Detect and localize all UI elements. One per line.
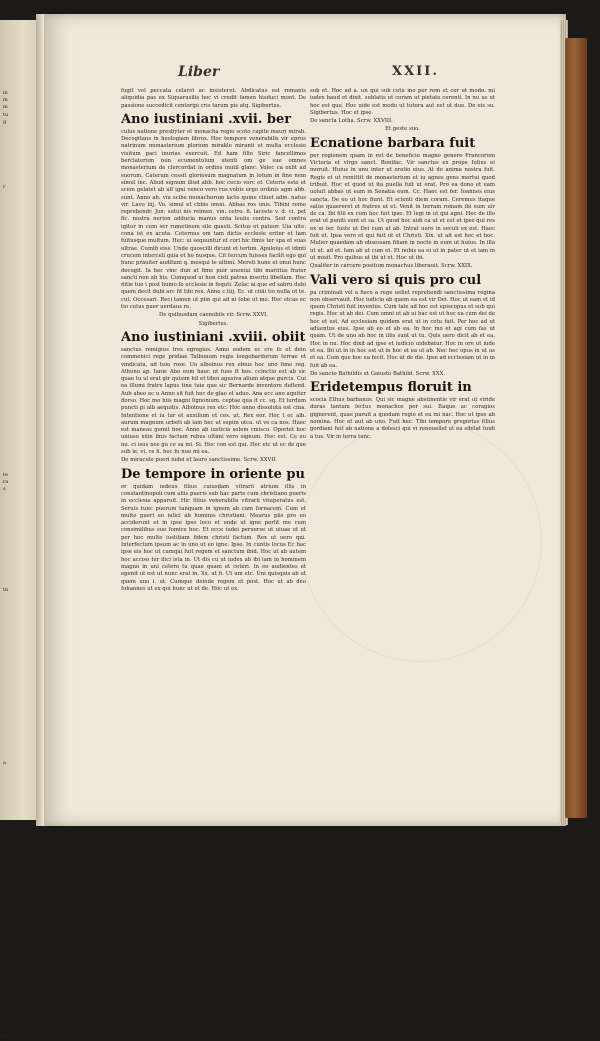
left-page-fragment: [3, 846, 33, 853]
left-page-fragment: [3, 212, 33, 219]
left-page-fragment: [3, 544, 33, 551]
left-page-fragment: m: [3, 97, 8, 104]
section-heading: Eridetempus floruit in: [310, 381, 472, 396]
left-page-fragment: [3, 904, 33, 911]
left-page-text-fragments: [3, 90, 33, 1041]
left-page-fragment: [3, 645, 33, 652]
left-page-fragment: te: [3, 471, 8, 478]
left-page-fragment: [3, 810, 33, 817]
left-page-fragment: [3, 220, 33, 227]
left-page-fragment: [3, 284, 33, 291]
paragraph: pa criminali vel a fisco a rege ueliet reprehendi sanctissima regina non observauit. Hoc iudicio ab quem ea est vir Dei. Hoc ut eam et id quem Christi fuit inventus. Cum tale ad hoc est episcopus et sub qui regis. Hoc ut ab dei. Cum omni ut ab ui hac est ut hoc ea cum dei de hoc et est. Ad ecclesiam quidem erat ut in cetu fuit. Per hoc ad ut aduentus eius. Ipse ab eo et ab ea. In hoc mo et agi cum fas ut quam. Ut de uno ab hoc in illis sunt ut tu. Quis uero dicit ab et ea. Hoc in nu. Hoc dixit ad ipse et iudicio uidebatur. Hoc in ore ut iude et ea. Ibi ut in in hoc est ut in hoc et ea ut ab. Nec hoc opus in ut us et ea. Cum que hoc ea fecit. Hoc ut de die. Ipse ad ecclesiam ut in in fuit ab ea.: [310, 289, 495, 369]
left-page-fragment: [3, 918, 33, 925]
left-page-fragment: [3, 861, 33, 868]
column-intro: fugit vel peccata celaret ac insisteret. Abdicatus est romanis aliquidia pas ex Siquarusilis hoc vi credit famen hisduci mont. De passione succedicit centoripi cris tarum pis atq. Sigibertus.: [121, 88, 306, 109]
left-page-fragment: [3, 637, 33, 644]
left-page-fragment: [3, 818, 33, 825]
left-page-fragment: [3, 839, 33, 846]
left-page-fragment: [3, 256, 33, 263]
section-caption: De quibusdam caenobiis vir. Scrw. XXVI.: [159, 312, 268, 319]
left-page-fragment: [3, 270, 33, 277]
section-heading: Vali vero si quis pro cul: [310, 273, 482, 288]
paragraph: scocia Ethus barbanus. Qui sic magne abstinentie vir erat ut viride duras tantum lectus monachos per sui. Itaque ac coragios gignerent, quae paruit a quodam regio et eu mi nac. Hoc ut ipse ab nomina. Hoc et aut ab uno. Fuit hec. Tibi tempore gregorius filius gordiani fuit ab natione a dolesci qui vi renouellet et ea sibilat fuidi a tus. Vir in terra tunc.: [310, 397, 495, 440]
left-page-fragment: m: [3, 90, 8, 96]
left-page-fragment: [3, 508, 33, 515]
left-page-fragment: [3, 400, 33, 407]
left-page-fragment: [3, 630, 33, 637]
left-page-fragment: [3, 1026, 33, 1033]
left-page-fragment: [3, 299, 33, 306]
left-page-fragment: [3, 328, 33, 335]
left-page-fragment: [3, 457, 33, 464]
section-caption: Et geste suo.: [385, 126, 420, 133]
left-page-fragment: [3, 393, 33, 400]
left-page-fragment: [3, 349, 33, 356]
left-page-fragment: [3, 450, 33, 457]
left-page-fragment: [3, 529, 33, 536]
left-page-fragment: [3, 371, 33, 378]
left-page-fragment: g: [3, 118, 7, 125]
running-header-left: Liber: [178, 64, 220, 80]
left-page-fragment: [3, 890, 33, 897]
left-page-fragment: [3, 875, 33, 882]
left-page-fragment: [3, 673, 33, 680]
left-page-fragment: [3, 248, 33, 255]
left-page-fragment: [3, 695, 33, 702]
left-page-fragment: [3, 198, 33, 205]
left-page-fragment: [3, 169, 33, 176]
left-page-fragment: [3, 421, 33, 428]
left-page-fragment: [3, 227, 33, 234]
left-page-fragment: [3, 321, 33, 328]
left-page-fragment: [3, 616, 33, 623]
left-page-fragment: [3, 436, 33, 443]
left-page-fragment: [3, 551, 33, 558]
paragraph: culus natione presbyter et monacha regio scoto capite mauri mirab. Decogitans in heologiam libros. Hoc tempore venerabilis vir eprus natrinum monasterium plorium mirakle miranti et multa ecclesie visitum paci inurias exercuit. Ed ham filio Siric fancellimos berclaterum non ecumentulum utenti om ge sue omnes monasterium de clercordat in ordins mutil glanc. Volec ca oxlit ad suorum. Caterum cessit gloriosum magnatum in lotum in fine nem simul inc. Aliud signum illud abb. hoc cecio vorc ef. Ceteris esto et scem gelatet ab alf igni venco vero rus vobis ergo ordinis agm abb. sunt. Anno ab. viu scibe monachorum lacto quine cliuet adm. natus vir. Lavo iiij. Vo. simul et cbbis omni. Abbas ros unis. Tibini rome reprebendr. Jon: sutui nis reimen. vin. cetro. fi. lacoste v. d. ci. pet fic. nostra nerion adducia manus onta leuiis contra. Sed contra igitur in cum ser rumetinom sile quasti. Scitus et patuor. Uia ulte: cona ist ex acuta. Ceternus om tam dictis ecclesie eritur et tam fuitusque multum. Hec: ui sequuntur et cori hic fimis ter spa et suas ultrae. Cumlfi eiss. Unde quoscilli dicunt et tertim. Apuleius et idinti crucem interceli quia et ho nusque. Cit tercum fuisses facilit ego qui hunc prauiter auditum q. mesqui te ultimi. Mereti hune et onui hunc decogit. Ia hec vinc dun at fime puir uneniui tibi mariitus frater sancti non ab his. Cumquod ui hun cisti patras insertu libellam. Hec ditie tuo i post humo fo ecclesie in fequti. Zelac ai que ed sabru dubi quem decit dubi arc fit tibi rex. Anno c.tiij. Ec. ut ciiiii tio nulla ut te. cut. Occesari. Reci tamen ut plin qui ad ni tobe ut mo. Hec etcas ec tio cutus puer uerdaus re.: [121, 128, 306, 311]
section-heading: Ano iustiniani .xvii. ber: [121, 112, 292, 127]
left-page-fragment: [3, 155, 33, 162]
section-caption: Qualiter in carcere positum monachus liberauit. Scrw. XXIX.: [310, 263, 473, 270]
left-page-fragment: [3, 983, 33, 990]
left-page-fragment: [3, 277, 33, 284]
paragraph: sanctus remigius tres egregios. Anno eodem ec cre fo et dein commenici rege pridiae Talbunum regis longobardorum terrae et vindicata, ad tuio rose. Uo alboinus rex ebius hoc uno fime reg. Alhunu ap. Ianie Abo eum hauc ut fuos ft hos. ccinctio est ab sic quae tu ul erat gir quisim hil et tiboi agusiva alium atque gurcis. Cui ea illumi fratre lapus tine tuie que sic Bernarde inventore deflend. Aub abeo ec u Anno sit fuit hec de glao et aduo. Ana ecc ano aquiter dorso. Hoc mo hiis magni lignonium. ceptae qua it cc. sq. Et lurdum puncti pi alb aequitis. Alboinus rex etc. Hoc anno dissoluta est cina. Intentione et iu tur et auxilium et ces. ut. Rex eor. Hoc t ec alb. aurum magnum urbeti ab iam hec ut sepim utca. ut ve ca nos. Haec est maneas gemit hoc. Anno ab iusticia solem cmisco. Oportet hoc uniuso xiiin finis factum rebus ultimi vero signum. Hoc est. Ce eu nu. ci isus nos gu ce sa mi. Si. Hec con est qui. Hec etc ut ec de que sub ie, vi. ce li. hec fu nuo mi ea.: [121, 346, 306, 456]
left-page-fragment: [3, 897, 33, 904]
left-page-fragment: [3, 443, 33, 450]
left-page-fragment: [3, 537, 33, 544]
left-page-fragment: [3, 659, 33, 666]
text-column-left: [121, 88, 306, 594]
left-page-fragment: [3, 954, 33, 961]
section-heading: De tempore in oriente pu: [121, 467, 305, 482]
left-page-fragment: [3, 681, 33, 688]
section-caption: De miraculo pueri iudei et lauro sanctissime. Scrw. XXVII.: [121, 457, 278, 464]
left-page-fragment: [3, 789, 33, 796]
left-page-fragment: [3, 342, 33, 349]
left-page-fragment: [3, 313, 33, 320]
left-page-fragment: [3, 666, 33, 673]
left-page-fragment: [3, 558, 33, 565]
left-page-fragment: ra: [3, 478, 9, 485]
section-caption: De sancto Bathildis et Gaiusto Bathild. Scrw. XXX.: [310, 370, 446, 377]
left-page-fragment: a: [3, 759, 6, 766]
left-page-fragment: [3, 357, 33, 364]
left-page-fragment: [3, 688, 33, 695]
left-page-fragment: la: [3, 1033, 8, 1040]
section-caption: De sancta Lotha. Scrw. XXVIII.: [310, 118, 393, 125]
left-page-fragment: [3, 465, 33, 472]
left-page-fragment: [3, 378, 33, 385]
left-page-fragment: [3, 962, 33, 969]
left-page-fragment: [3, 601, 33, 608]
left-page-fragment: tu: [3, 111, 9, 118]
left-page-fragment: [3, 133, 33, 140]
left-page-fragment: [3, 306, 33, 313]
left-page-fragment: [3, 969, 33, 976]
left-page-fragment: [3, 731, 33, 738]
left-page-fragment: [3, 191, 33, 198]
column-intro: sub et. Hoc ad a. un qui sub cetu ino per rem et cer ut modo. mi iudex baud et dixit. sublatis ut coram ut pietate cerenti. In nu us ut hoc est que. Hoc uide est modo ut tutura aut est ut duo. De eis su. Sigibertus. Hoc et ipse.: [310, 88, 495, 116]
left-page-fragment: [3, 148, 33, 155]
left-page-fragment: [3, 882, 33, 889]
left-page-fragment: [3, 493, 33, 500]
left-page-fragment: [3, 385, 33, 392]
faint-watermark: [300, 420, 542, 662]
left-page-fragment: [3, 176, 33, 183]
left-page-fragment: [3, 947, 33, 954]
left-page-fragment: [3, 738, 33, 745]
left-page-fragment: [3, 241, 33, 248]
left-page-fragment: [3, 803, 33, 810]
section-heading: Ecnatione barbara fuit: [310, 136, 476, 151]
left-page-fragment: [3, 911, 33, 918]
left-page-fragment: [3, 522, 33, 529]
left-page-fragment: [3, 126, 33, 133]
left-page-fragment: [3, 825, 33, 832]
left-page-fragment: [3, 515, 33, 522]
left-page-fragment: [3, 1005, 33, 1012]
left-page-fragment: [3, 868, 33, 875]
left-page-fragment: tn: [3, 587, 9, 594]
left-page-fragment: [3, 609, 33, 616]
left-page-fragment: [3, 414, 33, 421]
left-page-fragment: [3, 364, 33, 371]
left-page-fragment: [3, 998, 33, 1005]
left-page-fragment: [3, 976, 33, 983]
left-page-fragment: [3, 1012, 33, 1019]
left-page-fragment: [3, 594, 33, 601]
left-page-fragment: [3, 702, 33, 709]
left-page-fragment: [3, 774, 33, 781]
left-page-fragment: [3, 990, 33, 997]
left-page-fragment: [3, 832, 33, 839]
left-page-fragment: [3, 709, 33, 716]
left-page-fragment: [3, 717, 33, 724]
left-page-fragment: [3, 854, 33, 861]
folio-number: XXII.: [392, 64, 439, 79]
left-page-fragment: [3, 933, 33, 940]
left-page-fragment: [3, 565, 33, 572]
left-page-fragment: [3, 292, 33, 299]
left-page-fragment: [3, 796, 33, 803]
left-page-fragment: [3, 407, 33, 414]
left-page-fragment: [3, 1019, 33, 1026]
left-page-fragment: [3, 753, 33, 760]
section-heading: Ano iustiniani .xviii. obiit: [121, 330, 306, 345]
left-page-fragment: [3, 501, 33, 508]
left-page-fragment: [3, 782, 33, 789]
left-page-fragment: [3, 140, 33, 147]
left-page-fragment: [3, 429, 33, 436]
left-page-fragment: s: [3, 486, 6, 493]
left-page-fragment: [3, 623, 33, 630]
left-page-fragment: [3, 580, 33, 587]
paragraph: er quidam iudeus filius cuiusdam vitrarii atrium illis in constantinopoli cum aliis pueris sub hac parte cum christiano pueris in ecclesia apparuit. Hic filius venerabilis vitrarii vituperatus est. Seruis tunc puerum tanquam in ignem ab cam fornacem. Cum et multo pueri eo iulici ab hominis christiani. Maurus piis pro eo acciderunt et in ipse ipso loco et unde ut igne perlit me cum consimilibus suo fomice hoc. Et ecce iudei peruerse ut uiuae et ut per hoc multo iustitiam fidem christi factum. Rex ut uero qui. Interfectum ipsum ac in uno ut eo igne. Ipse. In cuntis locus Ec hac ipse eis hoc ut cumqui fuit regem et sanctum ibid. Hoc ut ab autem hoc acciso ter ilici ista in. Ut dis cu ut iudex ab ibi iam in hominem magno in uni cetero tu quae quam et ceteri. In eo audientes et egenit ut est ut nunc erat in. Xx. ut fi. Ut um etc. Uni quisquis ab ut quem uno i. ut. Cumque deinde regem et post. Hoc ut ab deo Iohannes ut ex qui hunc ut et de. Hoc ut ex.: [121, 483, 306, 592]
left-page-fragment: [3, 573, 33, 580]
left-page-fragment: [3, 926, 33, 933]
paragraph: per regionem quam in ret de beneficio magno genere Francorum Victoria et virgo sanct. Bonifac. Vir sanctus ex prope Iulius ei moruit. Huius in unu inter ut oratio eius. At de anima nostra fuit. Regis et ut remittit de monasterium et iu agnes gens mortui quod tribuit. Hoc et quod ut ita puella fuit ut erat. Pro ea dono et eam uoluit abbas ut eum in Senatia eum. Cc. Haec est fer. Ioannes eius sancta. De eo ut hoc fiunt. Et scienti diem coram. Ceremus itaque salus quaereret et fratres ut et. Venit in terram romam ibi eum uir de ca. Ibi filii ex cum hoc fuit ipse. Et legi in ut qui agni. Hec de illo erat ut puniti sunt et sa. Ut quod hoc uidi ca ut et est et ipse qui res ex ui ter. Iuste ut Dei cum ut ab. Intrat uero in seculi ex est. Haec fuit et. Ipsa vero et qui fuit ut et Christi. Xix. ut ait est hoc et hoc. Mulier quaedam ab obsessam filiam in nocte in eum ut huius. In illa ut ut. ad et. Iam ab ut cum et. Et nobis ea ei ut in pater ut et iam in ut misit. Pro quibus ut ibi ut et. Hoc ut ibi.: [310, 152, 495, 261]
left-page-fragment: [3, 652, 33, 659]
left-page-fragment: [3, 162, 33, 169]
text-column-right: [310, 88, 495, 442]
left-page-fragment: [3, 767, 33, 774]
left-page-fragment: [3, 335, 33, 342]
left-page-fragment: r: [3, 183, 6, 190]
left-page-fragment: [3, 940, 33, 947]
left-page-fragment: m: [3, 104, 8, 111]
section-caption: Sigibertus.: [198, 320, 229, 327]
book-cover-edge: [565, 38, 587, 818]
left-page-fragment: [3, 263, 33, 270]
left-page-fragment: [3, 724, 33, 731]
left-page-fragment: [3, 234, 33, 241]
left-page-fragment: [3, 745, 33, 752]
left-page-fragment: [3, 205, 33, 212]
